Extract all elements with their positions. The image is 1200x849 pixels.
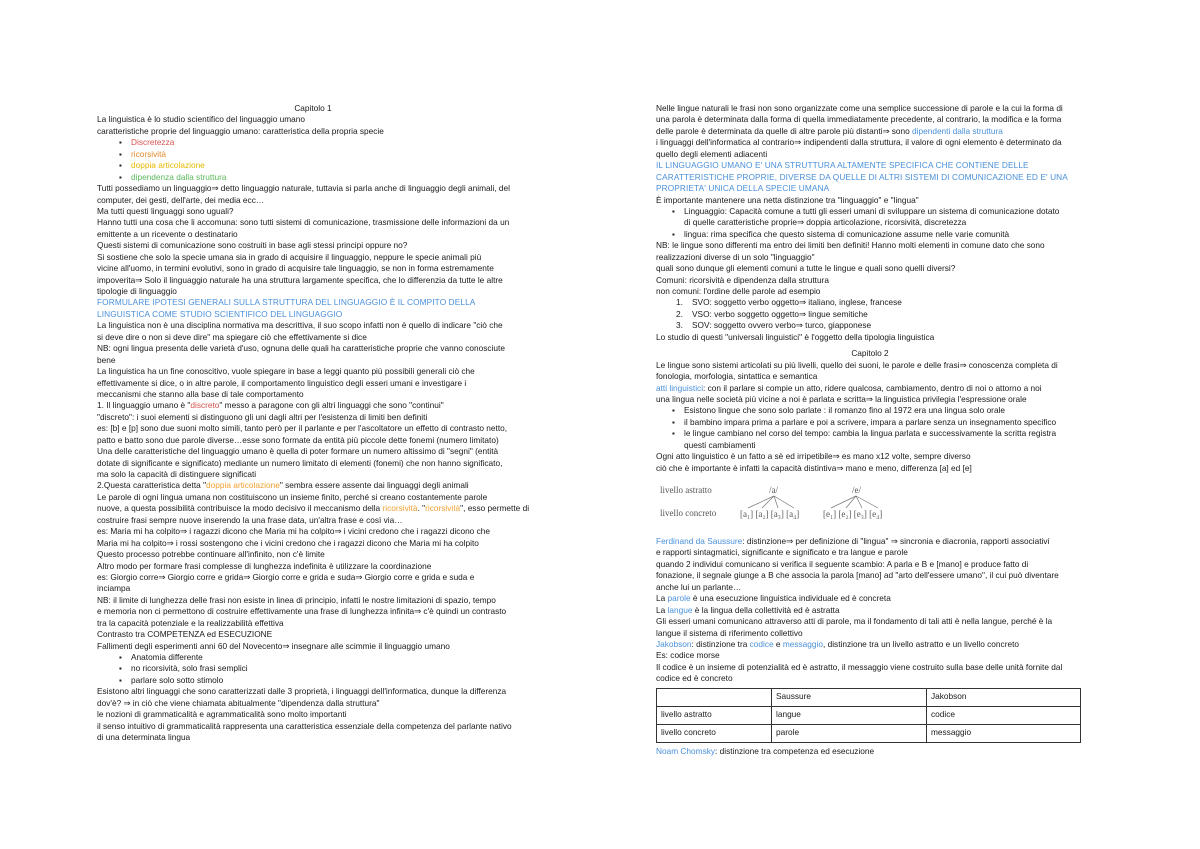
diagram-link <box>774 496 794 508</box>
phoneme-diagram-svg <box>656 478 956 530</box>
text-fragment: è una esecuzione linguistica individuale ed è concreta <box>690 593 891 604</box>
text-fragment: La <box>656 604 668 615</box>
section-heading: IL LINGUAGGIO UMANO E' UNA STRUTTURA ALTAMENTE SPECIFICA CHE CONTIENE DELLE <box>656 160 1029 171</box>
list-item: ▪ Anatomia differente <box>131 652 529 663</box>
text-line: ciò che è importante è infatti la capacità distintiva⇒ mano e meno, differenza [a] ed [e] <box>656 462 972 473</box>
text-line: e rapporti sintagmatici, significante e significato e tra langue e parole <box>656 547 908 558</box>
text-fragment: : distinzione tra competenza ed esecuzione <box>715 745 875 756</box>
highlight-discreto: discreto <box>190 400 220 411</box>
word-order-list <box>656 297 1084 331</box>
table-cell: codice <box>927 706 1081 724</box>
diagram-link <box>748 496 774 508</box>
text-line: quando 2 individui comunicano si verifica il seguente scambio: A parla e B e [mano] e produce fatto di <box>656 558 1029 569</box>
text-line: Maria mi ha colpito⇒ i rossi sostengono che i vicini credono che i ragazzi dicono che Maria mi ha colpito <box>97 537 479 548</box>
text-fragment: 1. Il linguaggio umano è " <box>97 400 191 411</box>
text-line <box>656 593 1084 604</box>
text-line: Esistono altri linguaggi che sono caratterizzati dalle 3 proprietà, i linguaggi dell'informatica, dunque la differenza <box>97 686 507 697</box>
text-line: La linguistica è lo studio scientifico del linguaggio umano <box>97 114 306 125</box>
left-column <box>97 103 529 744</box>
highlight-codice: codice <box>749 638 774 649</box>
text-line: Nelle lingue naturali le frasi non sono organizzate come una semplice successione di parole e la cui la forma di <box>656 103 1063 113</box>
text-line: e memoria non ci permettono di costruire effettivamente una frase di lunghezza infinita⇒ c'è quindi un contrasto <box>97 606 507 617</box>
text-fragment: 2.Questa caratteristica detta " <box>97 480 207 491</box>
text-fragment: è la lingua della collettività ed è astratta <box>692 604 840 615</box>
text-line: bene <box>97 354 116 365</box>
diagram-link <box>762 496 774 508</box>
list-item: ▪ no ricorsività, solo frasi semplici <box>131 663 529 674</box>
text-line: es: Giorgio corre⇒ Giorgio corre e grida⇒ Giorgio corre e grida e suda⇒ Giorgio corre e grida e suda e <box>97 571 475 582</box>
text-fragment: : con il parlare si compie un atto, ridere qualcosa, cambiamento, dentro di noi o attorno a noi <box>703 382 1042 393</box>
text-line: il senso intuitivo di grammaticalità rappresenta una caratteristica essenziale della competenza del parlante nativo <box>97 720 512 731</box>
section-heading: PROPRIETA' UNICA DELLA SPECIE UMANA <box>656 183 830 194</box>
text-fragment: " sembra essere assente dai linguaggi degli animali <box>279 480 469 491</box>
text-line: Hanno tutti una cosa che li accomuna: sono tutti sistemi di comunicazione, trasmissione delle informazioni da un <box>97 217 510 228</box>
text-line: NB: le lingue sono differenti ma entro dei limiti ben definiti! Hanno molti elementi in comune dato che sono <box>656 240 1045 251</box>
table-cell: livello astratto <box>657 706 772 724</box>
text-line: inciampa <box>97 583 131 594</box>
text-fragment: ", esso permette di <box>460 503 530 514</box>
text-fragment: . " <box>417 503 426 514</box>
diagram-label-abstract: livello astratto <box>660 485 712 495</box>
list-item: ▪ dipendenza dalla struttura <box>131 172 529 183</box>
text-line: impoverita⇒ Solo il linguaggio naturale ha una struttura largamente specifica, che lo differenzia da tutte le altre <box>97 274 503 285</box>
highlight-messaggio: messaggio <box>782 638 823 649</box>
text-line: i linguaggi dell'informatica al contrario⇒ indipendenti dalla struttura, il valore di ogni elemento è determinato da <box>656 137 1062 148</box>
table-cell: livello concreto <box>657 724 772 742</box>
text-line: Questo processo potrebbe continuare all'infinito, non c'è limite <box>97 549 325 560</box>
section-heading: FORMULARE IPOTESI GENERALI SULLA STRUTTURA DEL LINGUAGGIO È IL COMPITO DELLA <box>97 297 476 308</box>
table-cell: messaggio <box>927 724 1081 742</box>
text-line: si deve dire o non si deve dire" ma spiegare ciò che effettivamente si dice <box>97 331 367 342</box>
table-cell: parole <box>772 724 927 742</box>
list-item-continuation: questi cambiamenti <box>684 439 756 450</box>
text-line: NB: ogni lingua presenta delle varietà d'uso, ognuna delle quali ha caratteristiche proprie che vanno conosciute <box>97 343 505 354</box>
table-cell: Jakobson <box>927 688 1081 706</box>
text-line: quello degli elementi adiacenti <box>656 148 768 159</box>
text-line: fonazione, il segnale giunge a B che associa la parola [mano] ad "arto dell'essere umano", il cui può diventare <box>656 570 1059 581</box>
list-item: ▪ parlare solo sotto stimolo <box>131 675 529 686</box>
text-line: patto e batto sono due parole diverse…esse sono formate da entità più piccole dette fonemi (numero limitato) <box>97 434 499 445</box>
highlight-jakobson: Jakobson <box>656 638 692 649</box>
list-item: 2. VSO: verbo soggetto oggetto⇒ lingue semitiche <box>676 308 868 319</box>
text-line <box>656 126 1084 137</box>
highlight-doppia-articolazione: doppia articolazione <box>206 480 280 491</box>
phoneme-diagram <box>656 478 1084 530</box>
property-list <box>97 137 529 183</box>
chapter-2-title: Capitolo 2 <box>851 348 889 359</box>
chapter-1-title: Capitolo 1 <box>294 103 332 113</box>
text-line: La linguistica ha un fine conoscitivo, vuole spiegare in base a leggi quanto più possibili generali ciò che <box>97 366 475 377</box>
text-line: emittente a un ricevente o destinatario <box>97 228 238 239</box>
text-line: Gli esseri umani comunicano attraverso atti di parole, ma il fondamento di tali atti è nella langue, perché è la <box>656 616 1053 627</box>
diagram-phoneme-a: /a/ <box>769 485 778 495</box>
text-fragment: : distinzione tra <box>691 638 750 649</box>
list-item: ▪ ricorsività <box>131 149 529 160</box>
table-row <box>657 724 1081 742</box>
text-fragment: , distinzione tra un livello astratto e un livello concreto <box>822 638 1019 649</box>
text-line: vicine all'uomo, in termini evolutivi, sono in grado di acquisire tale linguaggio, se non in forma estremamente <box>97 263 494 274</box>
highlight-atti-linguistici: atti linguistici <box>656 382 704 393</box>
experiments-list <box>97 652 529 686</box>
text-line: La linguistica non è una disciplina normativa ma descrittiva, il suo scopo infatti non è quello di indicare "ciò che <box>97 320 503 331</box>
text-line: Comuni: ricorsività e dipendenza dalla struttura <box>656 274 829 285</box>
list-item-continuation: di quelle caratteristiche proprie⇒ doppia articolazione, ricorsività, discretezza <box>684 217 967 228</box>
text-line: meccanismi che stanno alla base di tale comportamento <box>97 388 304 399</box>
text-line <box>656 383 1084 394</box>
right-column <box>656 103 1084 757</box>
table-cell: langue <box>772 706 927 724</box>
list-item: ▪ Esistono lingue che sono solo parlate : il romanzo fino al 1972 era una lingua solo orale <box>684 405 1084 416</box>
text-line <box>656 746 1084 757</box>
highlight-ricorsivita: ricorsività <box>382 503 418 514</box>
list-item: 1. SVO: soggetto verbo oggetto⇒ italiano, inglese, francese <box>676 297 902 308</box>
highlight-saussure: Ferdinand da Saussure <box>656 536 743 546</box>
section-heading: LINGUISTICA COME STUDIO SCIENTIFICO DEL LINGUAGGIO <box>97 308 343 319</box>
text-line: Altro modo per formare frasi complesse di lunghezza indefinita è utilizzare la coordinazione <box>97 560 432 571</box>
highlight-chomsky: Noam Chomsky <box>656 745 716 756</box>
highlight-dipendenti: dipendenti dalla struttura <box>912 125 1003 136</box>
text-line: Una delle caratteristiche del linguaggio umano è quella di poter formare un numero altissimo di "segni" (entità <box>97 446 499 457</box>
diagram-label-concrete: livello concreto <box>660 508 717 518</box>
text-line: non comuni: l'ordine delle parole ad esempio <box>656 286 821 296</box>
diagram-allophones-e: [e₁] [e₂] [e₃] [e₄] <box>823 509 883 519</box>
list-item: ▪ il bambino impara prima a parlare e poi a scrivere, impara a parlare senza un insegnamento specifico <box>684 417 1084 428</box>
list-item: ▪ Discretezza <box>131 137 529 148</box>
text-fragment: delle parole è determinata da quelle di altre parole più distanti⇒ sono <box>656 125 913 136</box>
text-line: Le lingue sono sistemi articolati su più livelli, quello dei suoni, le parole e delle frasi⇒ conoscenza completa di <box>656 359 1058 370</box>
text-line: es: Maria mi ha colpito⇒ i ragazzi dicono che Maria mi ha colpito⇒ i vicini credono che i ragazzi dicono che <box>97 526 490 537</box>
text-line <box>656 605 1084 616</box>
text-line: Ma tutti questi linguaggi sono uguali? <box>97 205 234 216</box>
list-item-text: VSO: verbo soggetto oggetto⇒ lingue semitiche <box>692 308 868 319</box>
text-fragment: " messo a paragone con gli altri linguaggi che sono "continui" <box>219 400 444 411</box>
list-item-text: SVO: soggetto verbo oggetto⇒ italiano, inglese, francese <box>692 297 902 308</box>
text-line: Le parole di ogni lingua umana non costituiscono un insieme finito, perché si creano costantemente parole <box>97 491 488 502</box>
diagram-link <box>831 496 856 508</box>
text-line: anche lui un parlante… <box>656 581 742 592</box>
list-item-text: SOV: soggetto ovvero verbo⇒ turco, giapponese <box>692 320 872 331</box>
text-line: effettivamente si dice, o in altre parole, il comportamento linguistico degli esseri umani e investigare i <box>97 377 467 388</box>
text-line: una parola è determinata dalla forma di quella immediatamente precedente, al contrario, la modifica e la forma <box>656 114 1062 125</box>
text-line: Fallimenti degli esperimenti anni 60 del Novecento⇒ insegnare alle scimmie il linguaggio umano <box>97 640 450 651</box>
list-item: ▪ le lingue cambiano nel corso del tempo: cambia la lingua parlata e successivamente la scritta registra <box>684 428 1084 439</box>
table-cell <box>657 688 772 706</box>
text-line <box>656 536 1084 547</box>
text-fragment: : distinzione⇒ per definizione di "lingua" ⇒ sincronia e diacronia, rapporti associativi <box>742 536 1050 546</box>
text-line: fonologia, morfologia, sintattica e semantica <box>656 371 818 382</box>
list-item: ▪ lingua: rima specifica che questo sistema di comunicazione assume nelle varie comunità <box>684 229 1084 240</box>
text-line <box>656 639 1084 650</box>
text-line: codice ed è concreto <box>656 673 733 684</box>
text-line: caratteristiche proprie del linguaggio umano: caratteristica della propria specie <box>97 125 384 136</box>
text-line: Questi sistemi di comunicazione sono costruiti in base agli stessi principi oppure no? <box>97 240 408 251</box>
text-line: Contrasto tra COMPETENZA ed ESECUZIONE <box>97 629 273 640</box>
text-line: "discreto": i suoi elementi si distinguono gli uni dagli altri per l'esistenza di limiti ben definiti <box>97 411 428 422</box>
text-line: Ogni atto linguistico è un fatto a sè ed irripetibile⇒ es mano x12 volte, sempre diverso <box>656 451 971 462</box>
text-line: ma solo la capacità di distinguere significati <box>97 469 257 479</box>
text-line: le nozioni di grammaticalità e agrammaticalità sono molto importanti <box>97 709 347 720</box>
text-line: costruire frasi sempre nuove inserendo la una frase data, un'altra frase e così via… <box>97 514 403 525</box>
text-line: Il codice è un insieme di potenzialità ed è astratto, il messaggio viene costruito sulla base delle unità fornite dal <box>656 661 1063 672</box>
list-item: ▪ Linguaggio: Capacità comune a tutti gli esseri umani di sviluppare un sistema di comunicazione dotato <box>684 206 1084 217</box>
highlight-parole: parole <box>667 593 691 604</box>
text-line: es: [b] e [p] sono due suoni molto simili, tanto però per il parlante e per l'ascoltatore un effetto di contrasto netto, <box>97 423 508 434</box>
text-line: tipologie di linguaggio <box>97 286 177 296</box>
section-heading: CARATTERISTICHE PROPRIE, DIVERSE DA QUELLE DI ALTRI SISTEMI DI COMUNICAZIONE ED E' UNA <box>656 171 1068 182</box>
text-line: dotate di significante e significato) mediante un numero limitato di elementi (fonemi) che non hanno significato, <box>97 457 503 468</box>
text-line: realizzazioni diverse di un solo "linguaggio" <box>656 251 815 262</box>
text-line: quali sono dunque gli elementi comuni a tutte le lingue e quali sono quelli diversi? <box>656 263 956 274</box>
text-line: tra la capacità potenziale e la realizzabilità effettiva <box>97 617 284 628</box>
text-line: una lingua nelle società più vicine a noi è parlata e scritta⇒ la linguistica privilegia l'espressione orale <box>656 393 1027 404</box>
text-line: Es: codice morse <box>656 650 720 661</box>
table-row <box>657 706 1081 724</box>
highlight-ricorsivita: ricorsività <box>425 503 461 514</box>
text-fragment: nuove, a questa possibilità contribuisce la modo decisivo il meccanismo della <box>97 503 383 514</box>
highlight-langue: langue <box>667 604 693 615</box>
text-fragment: e <box>773 638 783 649</box>
text-line: computer, dei gesti, dell'arte, dei media ecc… <box>97 194 265 205</box>
diagram-allophones-a: [a₁] [a₂] [a₃] [a₄] <box>740 509 800 519</box>
definition-list <box>656 206 1084 240</box>
text-line: langue il sistema di riferimento collettivo <box>656 627 803 638</box>
text-line: NB: il limite di lunghezza delle frasi non esiste in linea di principio, infatti le nostre limitazioni di spazio, tempo <box>97 594 496 605</box>
text-line: È importante mantenere una netta distinzione tra "linguaggio" e "lingua" <box>656 194 919 205</box>
diagram-link <box>846 496 856 508</box>
text-line: di una determinata lingua <box>97 732 191 743</box>
text-fragment: La <box>656 593 668 604</box>
right-page <box>600 0 1200 849</box>
diagram-phoneme-e: /e/ <box>852 485 861 495</box>
table-header-row <box>657 688 1081 706</box>
list-item: ▪ doppia articolazione <box>131 160 529 171</box>
comparison-table <box>656 688 1081 743</box>
text-line <box>97 503 529 514</box>
table-cell: Saussure <box>772 688 927 706</box>
text-line: Tutti possediamo un linguaggio⇒ detto linguaggio naturale, tuttavia si parla anche di linguaggio degli animali, del <box>97 183 511 194</box>
text-line: Si sostiene che solo la specie umana sia in grado di acquisire il linguaggio, neppure le specie animali più <box>97 251 482 262</box>
text-line <box>97 400 529 411</box>
text-line: dov'è? ⇒ in ciò che viene chiamata abitualmente "dipendenza dalla struttura" <box>97 697 380 708</box>
text-line <box>97 480 529 491</box>
list-item: 3. SOV: soggetto ovvero verbo⇒ turco, giapponese <box>676 320 872 331</box>
text-line: Lo studio di questi "universali linguistici" è l'oggetto della tipologia linguistica <box>656 331 935 342</box>
speech-list <box>656 405 1084 451</box>
